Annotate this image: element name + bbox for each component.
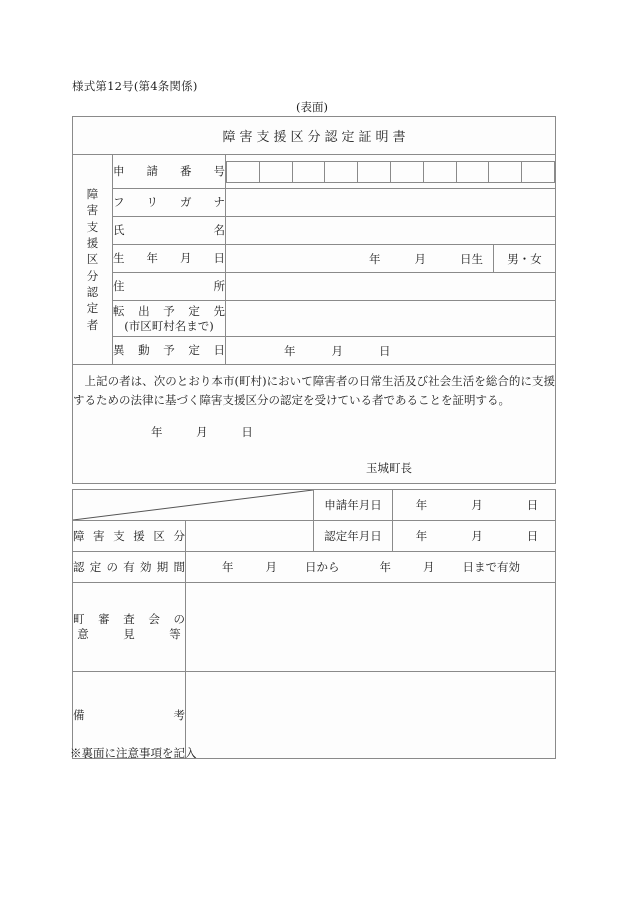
label-char: の (106, 559, 118, 574)
day-mark: 日 (526, 498, 539, 512)
label-char: 生 (113, 251, 125, 266)
certification-date-marks (393, 528, 555, 544)
application-number-box[interactable] (292, 161, 325, 183)
label-char: 支 (113, 528, 125, 543)
day-mark: 日 (379, 343, 391, 358)
label-char: 年 (146, 251, 158, 266)
label-char: の (173, 612, 185, 627)
label-char: 先 (213, 303, 225, 318)
applicant-vertical-label-text (86, 186, 100, 333)
application-number-box[interactable] (423, 161, 456, 183)
statement-cell (73, 365, 556, 484)
label-char: 害 (93, 528, 105, 543)
statement-paragraph: 上記の者は、次のとおり本市(町村)において障害者の日常生活及び社会生活を総合的に支援するための法律に基づく障害支援区分の認定を受けている者であることを証明する。 (73, 373, 555, 407)
year-mark: 年 (415, 498, 428, 512)
table-row-application-date (73, 490, 556, 521)
footer-note: ※裏面に注意事項を記入 (70, 746, 197, 760)
label-char: 異 (113, 343, 125, 358)
to-day-mark: 日まで有効 (462, 560, 520, 574)
application-date-marks (393, 497, 555, 513)
application-number-box[interactable] (390, 161, 423, 183)
address-field[interactable] (226, 273, 556, 301)
label-char: 転 (113, 303, 125, 318)
month-mark: 月 (414, 251, 426, 266)
transfer-date-field[interactable] (226, 337, 556, 365)
form-number-label: 様式第12号(第4条関係) (72, 79, 198, 93)
vertical-label-char: 援 (86, 236, 99, 250)
year-mark: 年 (151, 425, 163, 440)
label-char: 申 (113, 164, 125, 179)
label-char: 援 (133, 528, 145, 543)
valid-period-marks (186, 559, 555, 575)
month-mark: 月 (331, 343, 343, 358)
label-valid-period (73, 552, 186, 583)
table-row-birthdate (73, 245, 556, 273)
label-char: 認 (73, 559, 85, 574)
applicant-vertical-label (73, 155, 113, 365)
label-sub: 意 見 等 (77, 627, 181, 641)
label-char: 町 (73, 612, 85, 627)
transfer-destination-field[interactable] (226, 301, 556, 337)
from-year-mark: 年 (222, 560, 234, 574)
from-day-mark: 日から (305, 560, 340, 574)
label-char: 月 (180, 251, 192, 266)
sex-field[interactable]: 男・女 (493, 245, 555, 273)
classification-field[interactable] (186, 521, 314, 552)
remarks-field[interactable] (186, 672, 556, 759)
vertical-label-char: 害 (86, 203, 99, 218)
table-row-transfer-date (73, 337, 556, 365)
table-row-furigana (73, 189, 556, 217)
furigana-field[interactable] (226, 189, 556, 217)
application-number-box[interactable] (488, 161, 521, 183)
label-char: 考 (173, 707, 185, 722)
to-month-mark: 月 (423, 560, 435, 574)
table-row-valid-period (73, 552, 556, 583)
label-address (113, 273, 226, 301)
vertical-label-char: 障 (86, 187, 99, 202)
label-char: 出 (138, 303, 150, 318)
table-row-statement (73, 365, 556, 484)
certificate-main-table (72, 116, 556, 484)
application-number-box[interactable] (456, 161, 489, 183)
label-application-number (113, 155, 226, 189)
vertical-label-char: 支 (86, 219, 99, 234)
table-row-address (73, 273, 556, 301)
application-number-box[interactable] (226, 161, 259, 183)
label-transfer-date (113, 337, 226, 365)
birthdate-date-marks (226, 251, 493, 267)
label-char: 号 (213, 164, 225, 179)
label-char: 予 (163, 303, 175, 318)
table-row-title (73, 117, 556, 155)
signer-name: 玉城町長 (366, 461, 412, 476)
label-char: 期 (156, 559, 169, 574)
label-char: 定 (188, 343, 200, 358)
label-name (113, 217, 226, 245)
title-cell (73, 117, 556, 155)
table-row-classification (73, 521, 556, 552)
label-char: 氏 (113, 223, 125, 238)
label-char: ガ (180, 195, 192, 210)
application-number-box[interactable] (357, 161, 390, 183)
table-row-transfer-destination (73, 301, 556, 337)
label-char: 効 (140, 559, 152, 574)
day-mark: 日 (241, 425, 253, 440)
label-char: 動 (138, 343, 150, 358)
label-char: 審 (98, 612, 110, 627)
label-char: リ (146, 195, 158, 210)
page-side-label: (表面) (296, 100, 328, 114)
day-mark: 日生 (459, 251, 483, 266)
label-char: 会 (148, 612, 160, 627)
label-application-date: 申請年月日 (314, 490, 393, 521)
vertical-label-char: 定 (86, 301, 99, 316)
label-sub: (市区町村名まで) (124, 318, 214, 333)
month-mark: 月 (196, 425, 208, 440)
year-mark: 年 (368, 251, 381, 266)
table-row-committee-opinion (73, 583, 556, 672)
label-certification-date: 認定年月日 (314, 521, 393, 552)
diagonal-strike-cell (73, 490, 314, 521)
page-title: 障害支援区分認定証明書 (222, 130, 410, 145)
label-char: 査 (123, 612, 135, 627)
label-char: 所 (213, 279, 225, 294)
diagonal-line-icon (73, 490, 313, 520)
application-number-box[interactable] (259, 161, 292, 183)
label-char: 日 (213, 251, 225, 266)
statement-date-marks[interactable] (73, 424, 555, 440)
vertical-label-char: 分 (86, 268, 99, 283)
transfer-date-marks (226, 343, 555, 359)
label-char: 定 (188, 303, 200, 318)
label-char: 予 (163, 343, 175, 358)
label-classification (73, 521, 186, 552)
label-furigana (113, 189, 226, 217)
label-char: 日 (213, 343, 225, 358)
day-mark: 日 (526, 529, 539, 543)
label-char: 備 (73, 707, 85, 722)
application-number-field[interactable] (226, 155, 556, 189)
application-number-box[interactable] (521, 161, 555, 183)
month-mark: 月 (471, 498, 483, 512)
certification-date-field[interactable] (393, 521, 556, 552)
label-char: 障 (73, 528, 85, 543)
from-month-mark: 月 (265, 560, 277, 574)
application-number-boxes[interactable] (226, 161, 555, 183)
label-char: フ (113, 195, 125, 210)
committee-opinion-field[interactable] (186, 583, 556, 672)
label-birthdate (113, 245, 226, 273)
month-mark: 月 (471, 529, 483, 543)
label-transfer-destination (113, 301, 226, 337)
valid-period-field[interactable] (186, 552, 556, 583)
birthdate-field[interactable] (226, 245, 494, 273)
table-row-name (73, 217, 556, 245)
label-char: 区 (153, 528, 165, 543)
to-year-mark: 年 (379, 560, 391, 574)
label-char: 分 (173, 528, 185, 543)
label-char: 請 (146, 164, 158, 179)
vertical-label-char: 者 (86, 317, 99, 332)
label-char: 住 (113, 279, 125, 294)
decision-table (72, 489, 556, 759)
vertical-label-char: 区 (86, 252, 99, 267)
label-char: ナ (213, 195, 225, 210)
label-committee-opinion (73, 583, 186, 672)
label-char: 番 (180, 164, 192, 179)
application-date-field[interactable] (393, 490, 556, 521)
year-mark: 年 (284, 343, 296, 358)
name-field[interactable] (226, 217, 556, 245)
vertical-label-char: 認 (86, 284, 99, 299)
label-char: 有 (123, 559, 135, 574)
label-char: 間 (173, 559, 185, 574)
application-number-box[interactable] (324, 161, 357, 183)
label-char: 定 (89, 559, 102, 574)
label-char: 名 (213, 223, 225, 238)
year-mark: 年 (415, 529, 428, 543)
table-row-application-number (73, 155, 556, 189)
